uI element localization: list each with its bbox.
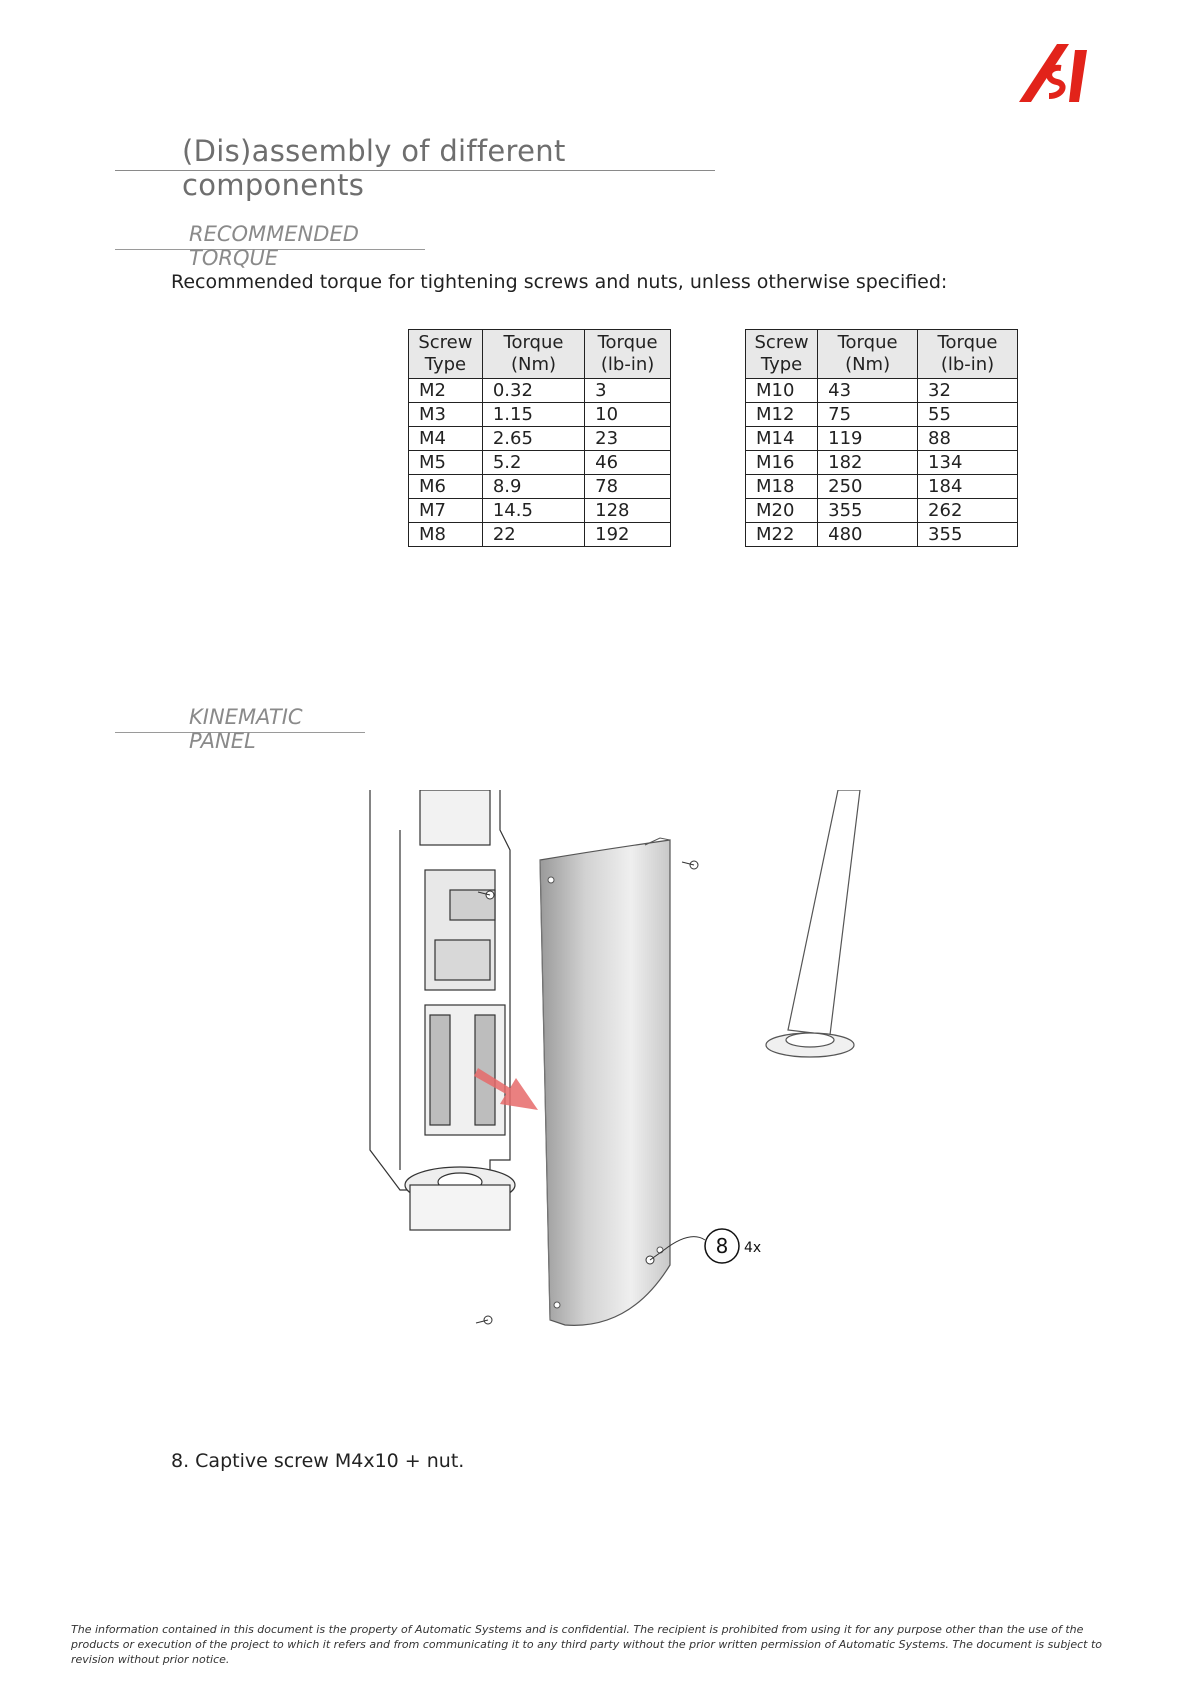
cell-screw: M7	[409, 499, 483, 523]
cell-screw: M3	[409, 403, 483, 427]
cell-nm: 14.5	[482, 499, 584, 523]
cell-lbin: 128	[585, 499, 671, 523]
header-torque-nm: Torque (Nm)	[818, 330, 918, 379]
table-row	[409, 451, 671, 475]
cell-lbin: 10	[585, 403, 671, 427]
cell-screw: M5	[409, 451, 483, 475]
callout-quantity: 4x	[744, 1240, 762, 1256]
header-screw-type: Screw Type	[409, 330, 483, 379]
cell-screw: M22	[746, 523, 818, 547]
cell-screw: M16	[746, 451, 818, 475]
cell-lbin: 355	[918, 523, 1018, 547]
table-header-row	[746, 330, 1018, 379]
cell-screw: M14	[746, 427, 818, 451]
cell-screw: M10	[746, 379, 818, 403]
cell-lbin: 46	[585, 451, 671, 475]
table-row	[409, 403, 671, 427]
cell-nm: 0.32	[482, 379, 584, 403]
table-row	[409, 475, 671, 499]
cell-nm: 43	[818, 379, 918, 403]
boom-pole	[766, 790, 860, 1057]
section-heading-torque: RECOMMENDED TORQUE	[115, 220, 425, 250]
cell-lbin: 262	[918, 499, 1018, 523]
cell-screw: M18	[746, 475, 818, 499]
cell-nm: 119	[818, 427, 918, 451]
cell-lbin: 134	[918, 451, 1018, 475]
callout-number: 8	[715, 1234, 729, 1258]
cell-nm: 75	[818, 403, 918, 427]
cell-nm: 22	[482, 523, 584, 547]
cell-screw: M20	[746, 499, 818, 523]
table-row	[409, 379, 671, 403]
cell-lbin: 23	[585, 427, 671, 451]
cell-nm: 1.15	[482, 403, 584, 427]
cell-lbin: 88	[918, 427, 1018, 451]
cell-nm: 182	[818, 451, 918, 475]
table-row	[746, 499, 1018, 523]
table-row	[409, 523, 671, 547]
table-row	[746, 403, 1018, 427]
cell-lbin: 192	[585, 523, 671, 547]
cell-lbin: 184	[918, 475, 1018, 499]
cell-nm: 8.9	[482, 475, 584, 499]
cell-screw: M8	[409, 523, 483, 547]
header-torque-lbin: Torque (lb-in)	[918, 330, 1018, 379]
table-row	[746, 379, 1018, 403]
kinematic-panel-illustration	[360, 790, 920, 1430]
confidentiality-footer: The information contained in this document is the property of Automatic Systems and is confidential. The recipient is prohibited from using it for any purpose other than the use of the products or execution of the project to which it refers and from communicating it to any third party without the prior written permission of Automatic Systems. The document is subject to revision without prior notice.	[71, 1623, 1103, 1666]
table-row	[746, 427, 1018, 451]
cell-lbin: 78	[585, 475, 671, 499]
header-screw-type: Screw Type	[746, 330, 818, 379]
cell-nm: 480	[818, 523, 918, 547]
figure-caption: 8. Captive screw M4x10 + nut.	[171, 1450, 465, 1472]
cell-screw: M12	[746, 403, 818, 427]
cabinet-housing	[370, 790, 515, 1230]
cell-lbin: 3	[585, 379, 671, 403]
header-torque-nm: Torque (Nm)	[482, 330, 584, 379]
cell-nm: 2.65	[482, 427, 584, 451]
cell-lbin: 55	[918, 403, 1018, 427]
table-row	[746, 475, 1018, 499]
table-row	[409, 427, 671, 451]
section-heading-kinematic: KINEMATIC PANEL	[115, 703, 365, 733]
cell-nm: 5.2	[482, 451, 584, 475]
cell-lbin: 32	[918, 379, 1018, 403]
table-row	[746, 523, 1018, 547]
torque-table-left	[408, 329, 671, 547]
cell-screw: M4	[409, 427, 483, 451]
cell-nm: 355	[818, 499, 918, 523]
page-heading: (Dis)assembly of different components	[115, 132, 715, 171]
table-row	[746, 451, 1018, 475]
intro-text: Recommended torque for tightening screws and nuts, unless otherwise specified:	[171, 271, 948, 293]
table-row	[409, 499, 671, 523]
header-torque-lbin: Torque (lb-in)	[585, 330, 671, 379]
cell-screw: M6	[409, 475, 483, 499]
kinematic-cover-panel	[540, 838, 670, 1325]
cell-nm: 250	[818, 475, 918, 499]
cell-screw: M2	[409, 379, 483, 403]
automatic-systems-logo	[1017, 40, 1089, 106]
torque-table-right	[745, 329, 1018, 547]
table-header-row	[409, 330, 671, 379]
